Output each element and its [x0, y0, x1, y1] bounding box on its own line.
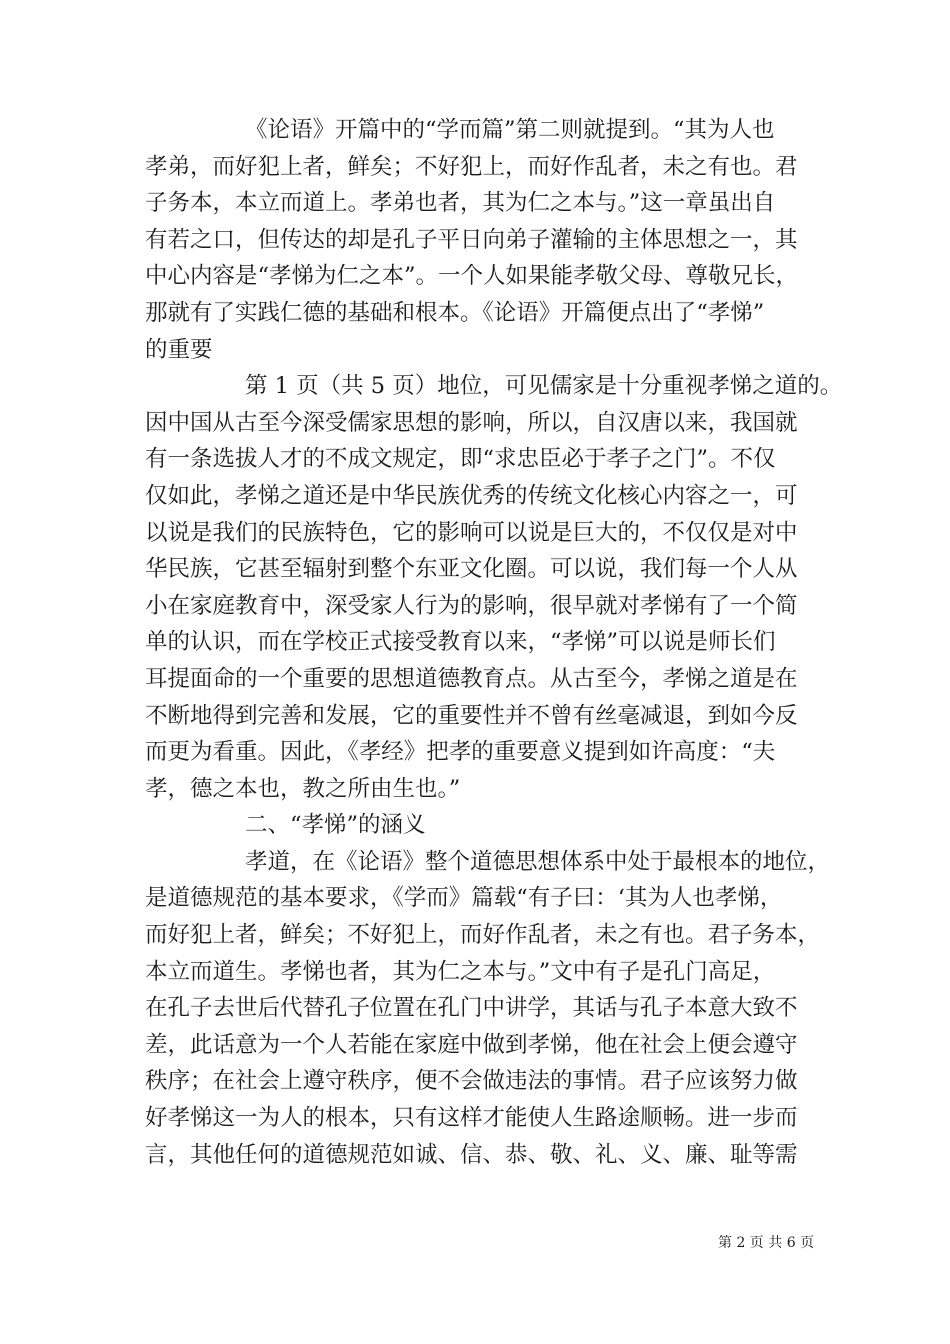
paragraph-line: 不断地得到完善和发展，它的重要性并不曾有丝毫减退，到如今反 — [145, 702, 798, 729]
page-number-footer: 第 2 页 共 6 页 — [718, 1235, 815, 1251]
paragraph-line: 孝弟，而好犯上者，鲜矣；不好犯上，而好作乱者，未之有也。君 — [145, 153, 798, 180]
paragraph-line: 以说是我们的民族特色，它的影响可以说是巨大的，不仅仅是对中 — [145, 519, 798, 546]
paragraph-line: 本立而道生。孝悌也者，其为仁之本与。”文中有子是孔门高足， — [145, 958, 776, 985]
section-heading: 二、“孝悌”的涵义 — [245, 812, 426, 839]
paragraph-line: 那就有了实践仁德的基础和根本。《论语》开篇便点出了“孝悌” — [145, 299, 765, 326]
paragraph-line: 第 1 页（共 5 页）地位，可见儒家是十分重视孝悌之道的。 — [245, 373, 843, 400]
paragraph-line: 秩序；在社会上遵守秩序，便不会做违法的事情。君子应该努力做 — [145, 1068, 798, 1095]
paragraph-line: 耳提面命的一个重要的思想道德教育点。从古至今，孝悌之道是在 — [145, 665, 798, 692]
paragraph-line: 有一条选拔人才的不成文规定，即“求忠臣必于孝子之门”。不仅 — [145, 446, 776, 473]
paragraph-line: 好孝悌这一为人的根本，只有这样才能使人生路途顺畅。进一步而 — [145, 1105, 798, 1132]
paragraph-line: 而更为看重。因此，《孝经》把孝的重要意义提到如许高度：“夫 — [145, 739, 776, 766]
paragraph-line: 仅如此，孝悌之道还是中华民族优秀的传统文化核心内容之一，可 — [145, 482, 798, 509]
paragraph-line: 孝，德之本也，教之所由生也。” — [145, 775, 461, 802]
paragraph-line: 言，其他任何的道德规范如诚、信、恭、敬、礼、义、廉、耻等需 — [145, 1141, 798, 1168]
paragraph-line: 《论语》开篇中的“学而篇”第二则就提到。“其为人也 — [245, 117, 775, 143]
paragraph-line: 孝道，在《论语》整个道德思想体系中处于最根本的地位， — [245, 848, 831, 875]
paragraph-line: 单的认识，而在学校正式接受教育以来，“孝悌”可以说是师长们 — [145, 629, 776, 656]
paragraph-line: 小在家庭教育中，深受家人行为的影响，很早就对孝悌有了一个简 — [145, 592, 798, 619]
paragraph-line: 华民族，它甚至辐射到整个东亚文化圈。可以说，我们每一个人从 — [145, 556, 798, 583]
paragraph-line: 而好犯上者，鲜矣；不好犯上，而好作乱者，未之有也。君子务本， — [145, 922, 821, 949]
paragraph-line: 在孔子去世后代替孔子位置在孔门中讲学，其话与孔子本意大致不 — [145, 995, 798, 1022]
paragraph-line: 是道德规范的基本要求，《学而》篇载“有子曰：‘其为人也孝悌， — [145, 885, 783, 912]
paragraph-line: 的重要 — [145, 336, 213, 363]
paragraph-line: 子务本，本立而道上。孝弟也者，其为仁之本与。”这一章虽出自 — [145, 190, 776, 217]
document-body — [145, 112, 843, 1173]
paragraph-line: 中心内容是“孝悌为仁之本”。一个人如果能孝敬父母、尊敬兄长， — [145, 263, 799, 290]
paragraph-line: 有若之口，但传达的却是孔子平日向弟子灌输的主体思想之一，其 — [145, 226, 798, 253]
paragraph-line: 因中国从古至今深受儒家思想的影响，所以，自汉唐以来，我国就 — [145, 409, 798, 436]
paragraph-line: 差，此话意为一个人若能在家庭中做到孝悌，他在社会上便会遵守 — [145, 1031, 798, 1058]
